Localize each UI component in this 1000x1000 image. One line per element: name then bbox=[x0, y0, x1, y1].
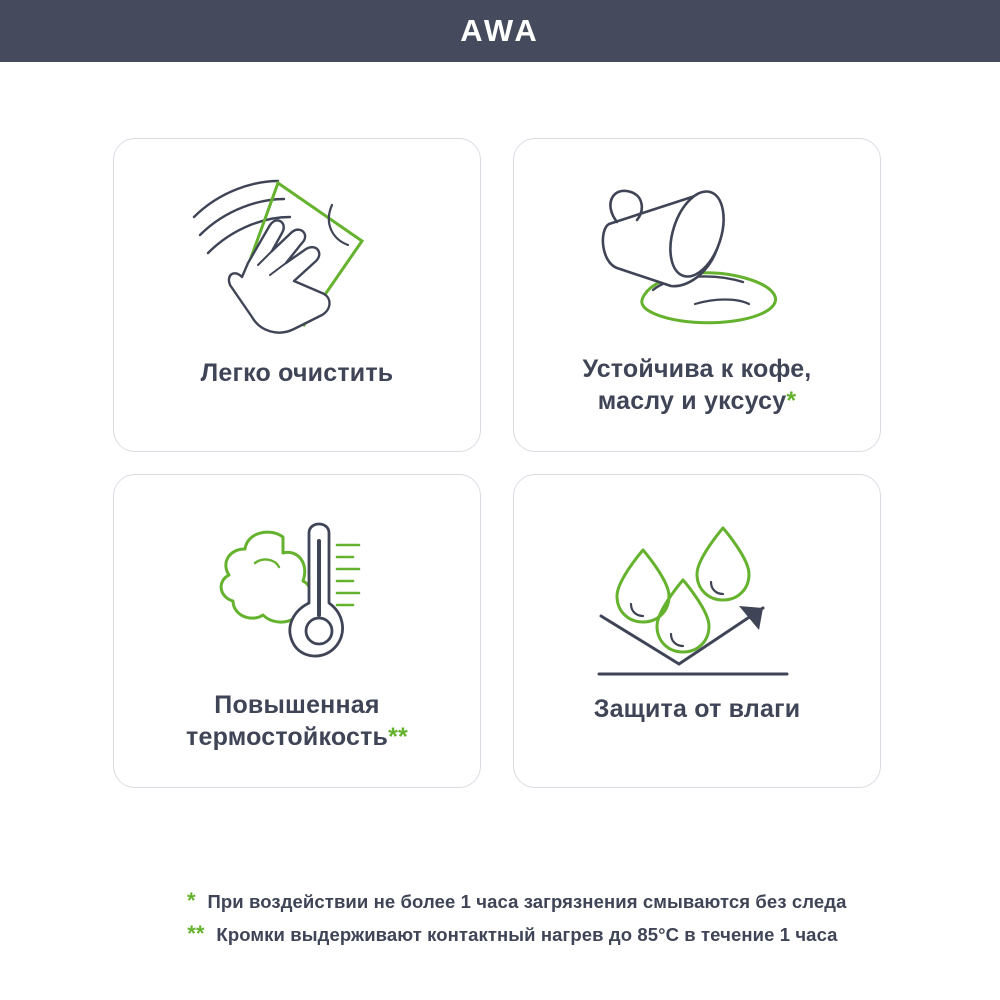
spilled-cup-icon bbox=[587, 172, 807, 342]
feature-card-moisture-protection[interactable] bbox=[513, 474, 881, 788]
footnote-marker: ** bbox=[388, 723, 408, 751]
card-label-line: маслу и уксусу bbox=[597, 387, 787, 415]
feature-card-easy-clean[interactable] bbox=[113, 138, 481, 452]
thermometer-steam-icon bbox=[197, 503, 397, 683]
card-label bbox=[183, 357, 412, 389]
card-label-line: Защита от влаги bbox=[593, 695, 801, 723]
card-label-line: Легко очистить bbox=[200, 359, 394, 387]
card-illustration bbox=[514, 493, 880, 693]
footnote-marker: * bbox=[186, 888, 196, 913]
feature-card-stain-resistant[interactable] bbox=[513, 138, 881, 452]
card-illustration bbox=[114, 493, 480, 693]
card-illustration bbox=[514, 157, 880, 357]
water-drops-repelled-icon bbox=[587, 498, 807, 688]
footnote-text: Кромки выдерживают контактный нагрев до 85°С в течение 1 часа bbox=[216, 924, 838, 945]
footnote-row bbox=[70, 890, 930, 913]
page-title: AWA bbox=[460, 13, 540, 48]
card-label-line: термостойкость bbox=[186, 723, 389, 751]
card-label-line: Устойчива к кофе, bbox=[582, 355, 812, 383]
footnote-marker: * bbox=[786, 387, 797, 415]
card-label-line: Повышенная bbox=[214, 691, 380, 719]
footnotes bbox=[0, 890, 1000, 946]
card-label bbox=[576, 693, 819, 725]
footnote-marker: ** bbox=[187, 921, 205, 946]
card-label bbox=[565, 353, 830, 417]
hand-wiping-cloth-icon bbox=[182, 165, 412, 350]
card-illustration bbox=[114, 157, 480, 357]
footnote-row bbox=[70, 923, 930, 946]
features-grid bbox=[113, 138, 881, 788]
footnote-text: При воздействии не более 1 часа загрязнения смываются без следа bbox=[207, 891, 847, 912]
feature-card-heat-resistant[interactable] bbox=[113, 474, 481, 788]
header-bar bbox=[0, 0, 1000, 62]
card-label bbox=[168, 689, 426, 753]
